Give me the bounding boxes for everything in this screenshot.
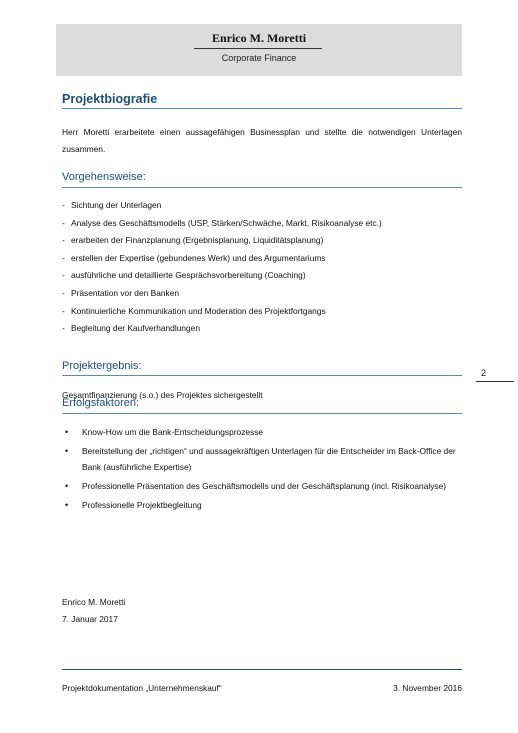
list-item (62, 424, 462, 440)
bullet-icon: • (65, 500, 69, 510)
dash-marker: - (62, 305, 65, 316)
list-item (62, 478, 462, 494)
title-divider (62, 108, 462, 109)
list-item (62, 218, 382, 236)
list-item (62, 323, 382, 341)
list-item-text: Präsentation vor den Banken (71, 287, 180, 298)
signature-name: Enrico M. Moretti (62, 597, 126, 607)
list-item-text: ausführliche und detaillierte Gesprächsvorbereitung (Coaching) (71, 270, 306, 281)
list-item-text: Begleitung der Kaufverhandlungen (71, 323, 200, 334)
dash-marker: - (62, 323, 65, 334)
list-item (62, 253, 382, 271)
projektergebnis-text: Gesamtfinanzierung (s.o.) des Projektes sichergestellt (62, 390, 263, 400)
dash-marker: - (62, 235, 65, 246)
section-title-erfolgsfaktoren: Erfolgsfaktoren: (62, 397, 140, 409)
erfolgsfaktoren-list (62, 424, 462, 516)
bullet-icon: • (65, 446, 69, 456)
signature-date: 7. Januar 2017 (62, 614, 118, 624)
list-item (62, 288, 382, 306)
section-divider (62, 413, 462, 414)
footer-title: Projektdokumentation „Unternehmenskauf“ (62, 683, 222, 693)
bullet-icon: • (65, 427, 69, 437)
list-item-text: Professionelle Präsentation des Geschäftsmodells und der Geschäftsplanung (incl. Risikoanalyse) (82, 481, 447, 491)
author-name: Enrico M. Moretti (211, 31, 307, 45)
list-item-text: Analyse des Geschäftsmodells (USP, Stärken/Schwäche, Markt, Risikoanalyse etc.) (71, 217, 382, 228)
list-item-text: Sichtung der Unterlagen (71, 200, 162, 210)
author-subtitle: Corporate Finance (221, 53, 297, 63)
section-title-vorgehensweise: Vorgehensweise: (62, 171, 146, 183)
page-title: Projektbiografie (62, 92, 158, 106)
list-item-text: erstellen der Expertise (gebundenes Werk) und des Argumentariums (71, 252, 326, 263)
list-item (62, 200, 382, 218)
list-item (62, 270, 382, 288)
page-number-divider (476, 381, 514, 382)
dash-marker: - (62, 217, 65, 228)
list-item-text: Kontinuierliche Kommunikation und Moderation des Projektfortgangs (71, 305, 326, 316)
section-divider (62, 187, 462, 188)
list-item-text: erarbeiten der Finanzplanung (Ergebnisplanung, Liquiditätsplanung) (71, 235, 324, 246)
vorgehensweise-list (62, 200, 382, 341)
list-item (62, 443, 462, 475)
list-item (62, 235, 382, 253)
list-item-text: Professionelle Projektbegleitung (82, 500, 202, 510)
list-item (62, 497, 462, 513)
footer-divider (62, 669, 462, 670)
dash-marker: - (62, 287, 65, 298)
section-divider (62, 375, 462, 376)
dash-marker: - (62, 270, 65, 281)
section-title-projektergebnis: Projektergebnis: (62, 360, 142, 372)
header-divider (194, 48, 322, 49)
list-item-text: Bereitstellung der „richtigen“ und aussagekräftigen Unterlagen für die Entscheider im Back-Office der Bank (ausführliche Expertise) (82, 446, 456, 472)
footer-date: 3. November 2016 (393, 683, 462, 693)
page-number: 2 (481, 368, 487, 378)
list-item-text: Know-How um die Bank-Entscheidungsprozesse (82, 427, 264, 437)
intro-paragraph: Herr Moretti erarbeitete einen aussagefähigen Businessplan und stellte die notwendigen Unterlagen zusammen. (62, 127, 462, 154)
list-item (62, 306, 382, 324)
dash-marker: - (62, 252, 65, 263)
document-header (56, 24, 462, 76)
dash-marker: - (62, 200, 65, 210)
bullet-icon: • (65, 481, 69, 491)
